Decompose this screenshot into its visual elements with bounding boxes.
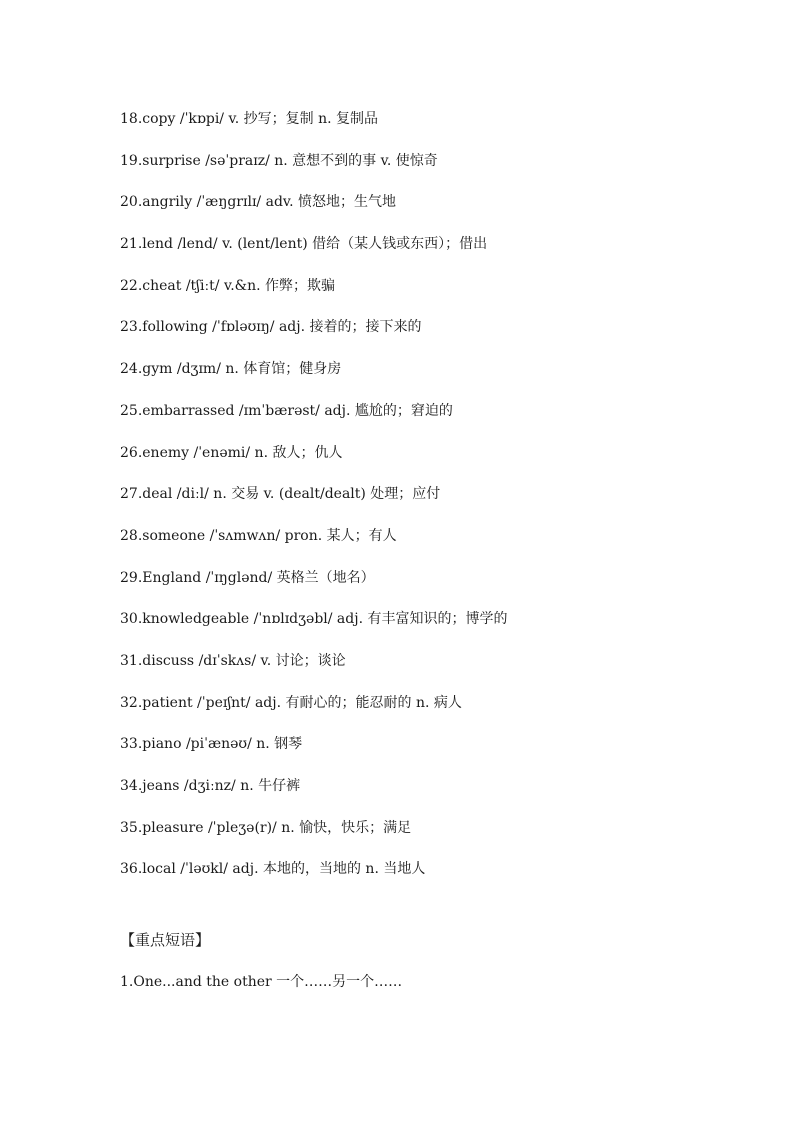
section-heading-key-phrases: 【重点短语】 xyxy=(120,931,211,949)
vocab-entry-copy: 18.copy /ˈkɒpi/ v. 抄写；复制 n. 复制品 xyxy=(120,111,378,127)
vocab-entry-lend: 21.lend /lend/ v. (lent/lent) 借给（某人钱或东西）；借出 xyxy=(120,236,488,253)
vocab-entry-surprise: 19.surprise /səˈpraɪz/ n. 意想不到的事 v. 使惊奇 xyxy=(120,152,438,169)
vocab-entry-deal: 27.deal /diːl/ n. 交易 v. (dealt/dealt) 处理；应付 xyxy=(120,486,441,503)
vocab-entry-gym: 24.gym /dʒɪm/ n. 体育馆；健身房 xyxy=(120,361,342,378)
vocab-entry-pleasure: 35.pleasure /ˈpleʒə(r)/ n. 愉快，快乐；满足 xyxy=(120,819,412,836)
vocab-entry-someone: 28.someone /ˈsʌmwʌn/ pron. 某人；有人 xyxy=(120,527,397,544)
vocab-entry-jeans: 34.jeans /dʒiːnz/ n. 牛仔裤 xyxy=(120,778,301,794)
vocab-entry-embarrassed: 25.embarrassed /ɪmˈbærəst/ adj. 尴尬的；窘迫的 xyxy=(120,402,453,419)
vocab-entry-piano: 33.piano /piˈænəʊ/ n. 钢琴 xyxy=(120,736,303,753)
vocab-entry-angrily: 20.angrily /ˈæŋgrɪlɪ/ adv. 愤怒地；生气地 xyxy=(120,194,397,211)
vocab-entry-following: 23.following /ˈfɒləʊɪŋ/ adj. 接着的；接下来的 xyxy=(120,319,422,336)
vocab-entry-knowledgeable: 30.knowledgeable /ˈnɒlɪdʒəbl/ adj. 有丰富知识的；博学的 xyxy=(120,611,508,628)
vocab-entry-patient: 32.patient /ˈpeɪʃnt/ adj. 有耐心的；能忍耐的 n. 病人 xyxy=(120,694,462,711)
vocabulary-list xyxy=(120,108,740,900)
vocab-entry-england: 29.England /ˈɪŋglənd/ 英格兰（地名） xyxy=(120,569,375,586)
vocab-entry-cheat: 22.cheat /tʃiːt/ v.&n. 作弊；欺骗 xyxy=(120,277,336,294)
vocab-entry-discuss: 31.discuss /dɪˈskʌs/ v. 讨论；谈论 xyxy=(120,652,346,669)
phrase-entry: 1.One...and the other 一个……另一个…… xyxy=(120,974,403,990)
vocab-entry-enemy: 26.enemy /ˈenəmi/ n. 敌人；仇人 xyxy=(120,444,343,461)
vocab-entry-local: 36.local /ˈləʊkl/ adj. 本地的，当地的 n. 当地人 xyxy=(120,861,426,878)
